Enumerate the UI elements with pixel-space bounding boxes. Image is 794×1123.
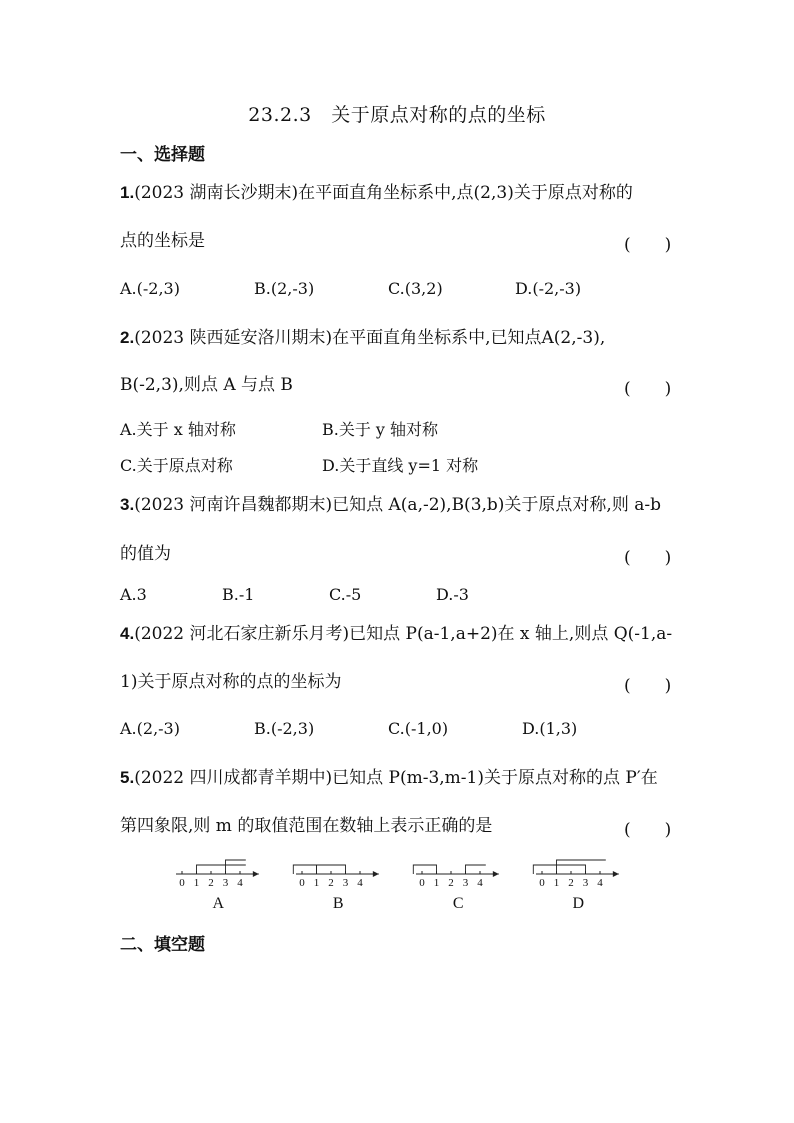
q4-option-a[interactable]: A.(2,-3) xyxy=(120,719,180,738)
axis-arrow-icon xyxy=(253,871,259,877)
question-3-line1: (2023 河南许昌魏都期末)已知点 A(a,-2),B(3,b)关于原点对称,则 a-b xyxy=(134,495,661,515)
question-1-number: 1. xyxy=(120,183,135,202)
question-5-number: 5. xyxy=(120,768,135,787)
question-4 xyxy=(120,623,672,645)
tick-label: 1 xyxy=(313,877,320,889)
range-bracket xyxy=(293,865,316,874)
tick-label: 3 xyxy=(582,877,589,889)
tick-label: 4 xyxy=(357,877,363,889)
question-5 xyxy=(120,767,658,789)
q5-number-lines xyxy=(165,848,635,920)
question-4-answer-blank[interactable]: ( ) xyxy=(624,676,672,696)
question-5-line2: 第四象限,则 m 的取值范围在数轴上表示正确的是 xyxy=(120,816,493,836)
range-bracket xyxy=(466,865,486,874)
tick-label: 1 xyxy=(433,877,440,889)
question-4-number: 4. xyxy=(120,624,135,643)
number-line-label: B xyxy=(332,895,344,912)
q2-option-d[interactable]: D.关于直线 y=1 对称 xyxy=(322,456,479,475)
number-line-label: A xyxy=(212,895,225,912)
section-fill-heading: 二、填空题 xyxy=(120,935,205,955)
question-1-answer-blank[interactable]: ( ) xyxy=(624,235,672,255)
q2-option-b[interactable]: B.关于 y 轴对称 xyxy=(322,420,439,439)
q4-option-d[interactable]: D.(1,3) xyxy=(522,719,578,738)
section-choice-heading: 一、选择题 xyxy=(120,145,205,165)
q4-option-c[interactable]: C.(-1,0) xyxy=(388,719,449,738)
tick-label: 3 xyxy=(222,877,229,889)
q1-option-d[interactable]: D.(-2,-3) xyxy=(515,279,582,298)
number-line-label: D xyxy=(572,895,585,912)
number-line-c[interactable] xyxy=(413,865,499,912)
number-line-label: C xyxy=(452,895,464,912)
question-5-answer-blank[interactable]: ( ) xyxy=(624,820,672,840)
tick-label: 0 xyxy=(539,877,545,889)
q3-option-b[interactable]: B.-1 xyxy=(222,585,255,604)
tick-label: 2 xyxy=(448,877,454,889)
q3-option-c[interactable]: C.-5 xyxy=(329,585,362,604)
tick-label: 2 xyxy=(208,877,214,889)
question-3-line2: 的值为 xyxy=(120,544,171,564)
question-3 xyxy=(120,494,661,516)
question-2-number: 2. xyxy=(120,328,135,347)
q2-option-c[interactable]: C.关于原点对称 xyxy=(120,456,233,475)
question-2-line1: (2023 陕西延安洛川期末)在平面直角坐标系中,已知点A(2,-3), xyxy=(134,328,606,348)
question-2-answer-blank[interactable]: ( ) xyxy=(624,379,672,399)
question-4-line1: (2022 河北石家庄新乐月考)已知点 P(a-1,a+2)在 x 轴上,则点 Q(-1,a- xyxy=(134,624,673,644)
question-5-line1: (2022 四川成都青羊期中)已知点 P(m-3,m-1)关于原点对称的点 P′在 xyxy=(134,768,658,788)
range-bracket xyxy=(226,860,246,874)
question-4-line2: 1)关于原点对称的点的坐标为 xyxy=(120,672,342,692)
q3-option-d[interactable]: D.-3 xyxy=(436,585,469,604)
question-1 xyxy=(120,182,633,204)
tick-label: 4 xyxy=(597,877,603,889)
q3-option-a[interactable]: A.3 xyxy=(120,585,147,604)
tick-label: 2 xyxy=(328,877,334,889)
q2-option-a[interactable]: A.关于 x 轴对称 xyxy=(120,420,236,439)
q4-option-b[interactable]: B.(-2,3) xyxy=(254,719,315,738)
tick-label: 0 xyxy=(419,877,425,889)
axis-arrow-icon xyxy=(493,871,499,877)
tick-label: 3 xyxy=(462,877,469,889)
question-1-line1: (2023 湖南长沙期末)在平面直角坐标系中,点(2,3)关于原点对称的 xyxy=(134,183,633,203)
q1-option-c[interactable]: C.(3,2) xyxy=(388,279,443,298)
number-line-a[interactable] xyxy=(176,860,259,912)
number-line-d[interactable] xyxy=(533,860,619,912)
range-bracket xyxy=(197,865,246,874)
range-bracket xyxy=(557,860,606,874)
tick-label: 1 xyxy=(553,877,560,889)
question-3-number: 3. xyxy=(120,495,135,514)
range-bracket xyxy=(533,865,585,874)
tick-label: 1 xyxy=(193,877,200,889)
question-2 xyxy=(120,327,605,349)
range-bracket xyxy=(413,865,436,874)
tick-label: 0 xyxy=(179,877,185,889)
q1-option-a[interactable]: A.(-2,3) xyxy=(120,279,180,298)
number-line-b[interactable] xyxy=(293,865,379,912)
tick-label: 0 xyxy=(299,877,305,889)
q1-option-b[interactable]: B.(2,-3) xyxy=(254,279,315,298)
axis-arrow-icon xyxy=(373,871,379,877)
page-title: 23.2.3 关于原点对称的点的坐标 xyxy=(248,104,546,126)
question-3-answer-blank[interactable]: ( ) xyxy=(624,548,672,568)
tick-label: 4 xyxy=(477,877,483,889)
question-2-line2: B(-2,3),则点 A 与点 B xyxy=(120,375,293,395)
tick-label: 2 xyxy=(568,877,574,889)
tick-label: 3 xyxy=(342,877,349,889)
question-1-line2: 点的坐标是 xyxy=(120,231,205,251)
tick-label: 4 xyxy=(237,877,243,889)
axis-arrow-icon xyxy=(613,871,619,877)
